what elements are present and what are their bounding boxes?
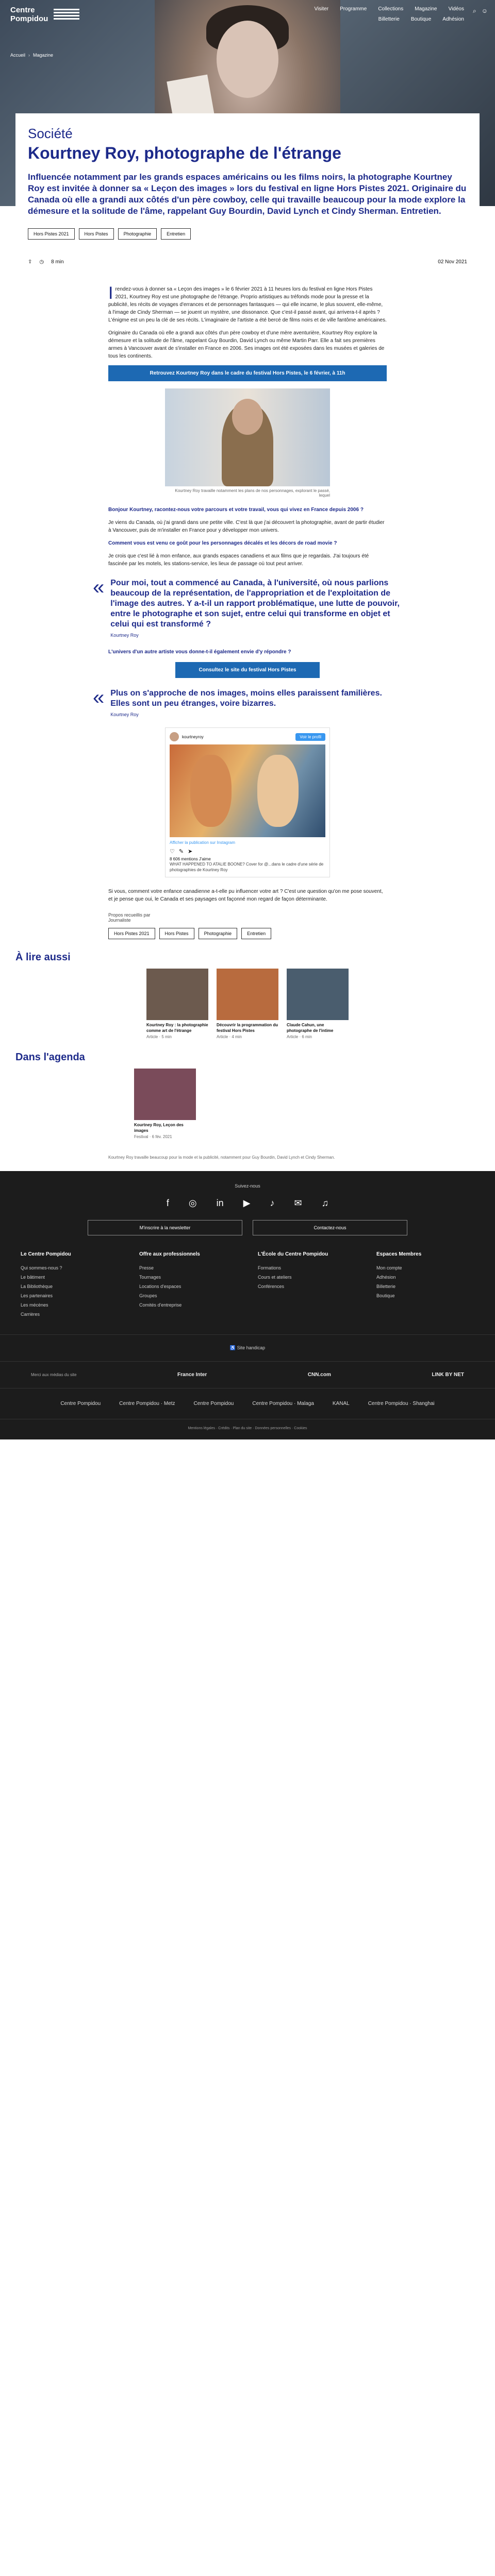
quote-mark-icon: «: [93, 576, 105, 599]
interview-question: Bonjour Kourtney, racontez-nous votre parcours et votre travail, vous qui vivez en France depuis 2006 ?: [108, 507, 364, 513]
tag-hors-pistes[interactable]: Hors Pistes: [79, 228, 114, 240]
quote-text: Pour moi, tout a commencé au Canada, à l'université, où nous parlions beaucoup de la représentation, de l'appropriation et de l'exploitation de l'image des autres. Y a-t-il un rapport problématique, une lutte de pouvoir, entre le photographe et son sujet, entre celui qui transforme en objet et celui qui est transformé ?: [110, 579, 400, 629]
footer-actions: [0, 1220, 495, 1235]
footer-link[interactable]: Adhésion: [376, 1275, 396, 1280]
network-logos: [0, 1388, 495, 1419]
card-title: Découvrir la programmation du festival Hors Pistes: [217, 1023, 278, 1033]
instagram-account[interactable]: kourtneyroy: [182, 734, 204, 739]
nav-item-collections[interactable]: Collections: [378, 6, 404, 12]
comment-icon[interactable]: ✎: [178, 849, 184, 855]
instagram-caption: WHAT HAPPENED TO ATALIE BOONE? Cover for @...dans le cadre d'une série de photographies de Kourtney Roy: [170, 862, 324, 872]
article-figure: [165, 388, 330, 498]
breadcrumb-magazine[interactable]: Magazine: [33, 53, 54, 58]
article-date: 02 Nov 2021: [438, 259, 467, 265]
footer-link[interactable]: Mon compte: [376, 1265, 402, 1270]
send-icon[interactable]: ➤: [188, 849, 193, 855]
footer-link[interactable]: Qui sommes-nous ?: [21, 1265, 62, 1270]
network-logo[interactable]: Centre Pompidou: [193, 1401, 234, 1406]
tag-photographie[interactable]: Photographie: [118, 228, 157, 240]
agenda-heading: Dans l'agenda: [15, 1052, 85, 1063]
network-logo[interactable]: KANAL: [332, 1401, 350, 1406]
footer-column: [376, 1250, 474, 1319]
breadcrumb: [10, 53, 53, 58]
card-meta: Article · 5 min: [146, 1035, 172, 1039]
figure-subject-face: [232, 399, 263, 435]
youtube-icon[interactable]: ▶: [243, 1198, 251, 1208]
site-footer: [0, 1171, 495, 1439]
interview-answer: Je crois que c'est lié à mon enfance, aux grands espaces canadiens et aux films que je regardais. J'ai toujours été fascinée par les motels, les stations-service, les lieux de passage où tout peut arriver.: [108, 553, 369, 567]
footer-link[interactable]: Boutique: [376, 1293, 395, 1298]
nav-item-videos[interactable]: Vidéos: [448, 6, 464, 12]
footer-link[interactable]: Comités d'entreprise: [139, 1302, 182, 1308]
instagram-image[interactable]: [170, 744, 325, 837]
accessibility-icon: ♿: [229, 1345, 236, 1350]
pull-quote: [93, 688, 402, 717]
instagram-view-link[interactable]: Afficher la publication sur Instagram: [170, 840, 236, 845]
footer-column-title: Espaces Membres: [376, 1251, 422, 1257]
article-meta: [28, 255, 467, 265]
tiktok-icon[interactable]: ♪: [270, 1198, 275, 1208]
top-bar: [0, 0, 495, 29]
card-image: [134, 1069, 196, 1120]
footer-link[interactable]: Carrières: [21, 1312, 40, 1317]
figure-image: [165, 388, 330, 486]
footer-column: [139, 1250, 237, 1319]
footer-link[interactable]: Tournages: [139, 1275, 161, 1280]
accessibility-link[interactable]: Site handicap: [237, 1345, 266, 1350]
paragraph: Originaire du Canada où elle a grandi aux côtés d'un père cowboy et d'une mère aventurière, Kourtney Roy explore la démesure et la solitude de l'âme, rappelant Guy Bourdin, David Lynch ou même Martin Parr. Elle a fait ses premières armes à Vancouver avant de s'installer en France en 2006. Ses images ont été exposées dans les musées et galeries de tous les continents.: [108, 330, 385, 359]
partner-logo[interactable]: CNN.com: [307, 1372, 331, 1378]
subnav-boutique[interactable]: Boutique: [410, 16, 432, 22]
intro-paragraph: Irendez-vous à donner sa « Leçon des images » le 6 février 2021 à 11 heures lors du festival en ligne Hors Pistes 2021, Kourtney Roy est une photographe de l'étrange. Proprio artistiques au tréfonds mode pour la presse et la publicité, les récits de voyages d'errances et de personnages fantasques — qui elle incarne, le plus souvent, elle-même, à l'image de Cindy Sherman — se jouent un mystère, une dissonance. Que c'est-il passé avant, qui arrivera-t-il après ? L'énigme est un peu la clé de ses récits. L'imaginaire de l'artiste a été bercé de films noirs et de ville fantôme américaines.: [108, 283, 387, 323]
avatar[interactable]: [170, 732, 179, 741]
nav-item-programme[interactable]: Programme: [340, 6, 367, 12]
footer-link[interactable]: Locations d'espaces: [139, 1284, 182, 1289]
related-cards: [15, 969, 480, 1039]
card-meta: Festival · 6 fév. 2021: [134, 1134, 172, 1139]
instagram-image-figure: [257, 755, 299, 827]
main-nav: [314, 6, 464, 12]
partners-label: Merci aux médias du site: [31, 1372, 77, 1377]
breadcrumb-separator: ›: [28, 53, 30, 58]
sub-nav: [378, 16, 464, 22]
network-logo[interactable]: Centre Pompidou: [60, 1401, 101, 1406]
article-tags-bottom: [108, 928, 387, 939]
tag-hors-pistes[interactable]: Hors Pistes: [159, 928, 194, 939]
network-logo[interactable]: Centre Pompidou · Shanghai: [368, 1401, 435, 1406]
reading-time: 8 min: [51, 259, 64, 265]
footer-column-title: Offre aux professionnels: [139, 1251, 200, 1257]
footer-link[interactable]: Cours et ateliers: [258, 1275, 292, 1280]
card-meta: Article · 6 min: [287, 1035, 312, 1039]
card-title: Kourtney Roy : la photographie comme art de l'étrange: [146, 1023, 208, 1033]
article-body: [0, 285, 495, 1161]
page-title: Kourtney Roy, photographe de l'étrange: [28, 144, 341, 162]
tag-hors-pistes-2021[interactable]: Hors Pistes 2021: [28, 228, 75, 240]
related-card[interactable]: [217, 969, 278, 1039]
pull-quote: [93, 578, 402, 638]
instagram-image-figure: [190, 755, 232, 827]
article-header-card: [15, 113, 480, 275]
instagram-embed: [165, 727, 330, 877]
legal-links[interactable]: Mentions légales · Crédits · Plan du site · Données personnelles · Cookies: [0, 1419, 495, 1439]
footer-link[interactable]: Presse: [139, 1265, 154, 1270]
search-icon[interactable]: ⌕: [473, 7, 476, 14]
footer-link[interactable]: Les mécènes: [21, 1302, 48, 1308]
network-logo[interactable]: Centre Pompidou · Metz: [119, 1401, 175, 1406]
footer-link[interactable]: Le bâtiment: [21, 1275, 45, 1280]
card-image: [287, 969, 349, 1020]
article-rubric: Société: [28, 126, 73, 141]
instagram-likes: 8 606 mentions J'aime: [170, 857, 211, 861]
nav-item-magazine[interactable]: Magazine: [415, 6, 437, 12]
article-tags: [28, 228, 467, 240]
clock-icon: ◷: [39, 259, 44, 265]
partner-logo[interactable]: LINK BY NET: [432, 1372, 464, 1378]
footer-columns: [0, 1250, 495, 1319]
tag-entretien[interactable]: Entretien: [161, 228, 191, 240]
agenda-cards: [15, 1069, 480, 1139]
article-chapo: Influencée notamment par les grands espaces américains ou les films noirs, la photographe Kourtney Roy est invitée à donner sa « Leçon des images » lors du festival en ligne Hors Pistes 2021. Originaire du Canada où elle a grandi aux côtés d'un père cowboy, celle qui travaille beaucoup pour la mode explore la démesure et la solitude de l'âme, rappelant Guy Bourdin, David Lynch et Cindy Sherman. Entretien.: [28, 172, 467, 216]
tag-entretien[interactable]: Entretien: [241, 928, 271, 939]
social-links: [0, 1198, 495, 1209]
card-meta: Article · 4 min: [217, 1035, 242, 1039]
top-icons: [473, 7, 488, 15]
instagram-icon[interactable]: ◎: [188, 1198, 197, 1208]
follow-label: Suivez-nous: [235, 1183, 260, 1189]
accessibility-section: [0, 1334, 495, 1361]
interview-question: L'univers d'un autre artiste vous donne-t-il également envie d'y répondre ?: [108, 649, 291, 655]
related-card[interactable]: [146, 969, 208, 1039]
facebook-icon[interactable]: f: [166, 1198, 169, 1208]
footer-column: [21, 1250, 119, 1319]
quote-text: Plus on s'approche de nos images, moins elles paraissent familières. Elles sont un peu étranges, voire bizarres.: [110, 689, 382, 708]
festival-site-button[interactable]: Consultez le site du festival Hors Pistes: [175, 662, 320, 678]
newsletter-button[interactable]: M'inscrire à la newsletter: [88, 1220, 242, 1235]
subnav-adhesion[interactable]: Adhésion: [442, 16, 464, 22]
card-image: [217, 969, 278, 1020]
tag-photographie[interactable]: Photographie: [199, 928, 238, 939]
byline-name: Journaliste: [108, 918, 131, 923]
partner-logo[interactable]: France Inter: [177, 1372, 207, 1378]
user-icon[interactable]: ☺: [481, 7, 488, 14]
footer-link[interactable]: La Bibliothèque: [21, 1284, 53, 1289]
quote-mark-icon: «: [93, 686, 105, 709]
festival-cta-button[interactable]: Retrouvez Kourtney Roy dans le cadre du festival Hors Pistes, le 6 février, à 11h: [108, 365, 387, 381]
linkedin-icon[interactable]: in: [216, 1198, 224, 1208]
footer-column-title: Le Centre Pompidou: [21, 1251, 71, 1257]
instagram-follow-button[interactable]: Voir le profil: [295, 733, 325, 741]
nav-item-visiter[interactable]: Visiter: [314, 6, 329, 12]
instagram-actions: [170, 848, 325, 855]
card-image: [146, 969, 208, 1020]
footer-link[interactable]: Conférences: [258, 1284, 285, 1289]
footer-column: [258, 1250, 356, 1319]
related-heading: À lire aussi: [15, 952, 71, 963]
site-logo[interactable]: Centre Pompidou: [10, 6, 48, 23]
card-title: Kourtney Roy, Leçon des images: [134, 1123, 184, 1133]
share-icon[interactable]: ⇪: [28, 259, 32, 265]
breadcrumb-home[interactable]: Accueil: [10, 53, 26, 58]
footer-link[interactable]: Groupes: [139, 1293, 157, 1298]
footer-link[interactable]: Formations: [258, 1265, 282, 1270]
drop-cap: I: [108, 283, 113, 303]
logo-stripes: [54, 9, 79, 20]
footer-link[interactable]: Billetterie: [376, 1284, 396, 1289]
interview-question: Comment vous est venu ce goût pour les personnages décalés et les décors de road movie ?: [108, 540, 337, 546]
music-icon[interactable]: ♫: [321, 1198, 329, 1208]
figure-caption: Kourtney Roy travaille notamment les plans de nos personnages, explorant le passé, lequel: [175, 488, 330, 498]
agenda-card[interactable]: [134, 1069, 196, 1139]
contact-button[interactable]: Contactez-nous: [253, 1220, 407, 1235]
network-logo[interactable]: Centre Pompidou · Malaga: [252, 1401, 314, 1406]
interview-answer: Je viens du Canada, où j'ai grandi dans une petite ville. C'est là que j'ai découvert la photographie, avant de partir étudier à Vancouver, puis de m'installer en France pour y développer mon univers.: [108, 520, 385, 533]
hero-photo-face: [217, 21, 278, 98]
subnav-billetterie[interactable]: Billetterie: [378, 16, 400, 22]
byline-label: Propos recueillis par: [108, 912, 151, 918]
footer-column-title: L'École du Centre Pompidou: [258, 1251, 328, 1257]
instagram-header: [170, 732, 325, 741]
paragraph: Si vous, comment votre enfance canadienne a-t-elle pu influencer votre art ? C'est une question qu'on me pose souvent, et je pense que oui, le Canada et ses paysages ont façonné mon regard de façon déterminante.: [108, 889, 383, 902]
footer-note: Kourtney Roy travaille beaucoup pour la mode et la publicité, notamment pour Guy Bourdin, David Lynch et Cindy Sherman.: [108, 1155, 335, 1160]
related-card[interactable]: [287, 969, 349, 1039]
media-partners: [0, 1361, 495, 1388]
quote-author: Kourtney Roy: [110, 712, 139, 717]
tag-hors-pistes-2021[interactable]: Hors Pistes 2021: [108, 928, 155, 939]
footer-link[interactable]: Les partenaires: [21, 1293, 53, 1298]
card-title: Claude Cahun, une photographe de l'intime: [287, 1023, 334, 1033]
heart-icon[interactable]: ♡: [170, 849, 175, 855]
byline: [108, 912, 387, 923]
quote-author: Kourtney Roy: [110, 633, 139, 638]
mail-icon[interactable]: ✉: [294, 1198, 302, 1208]
